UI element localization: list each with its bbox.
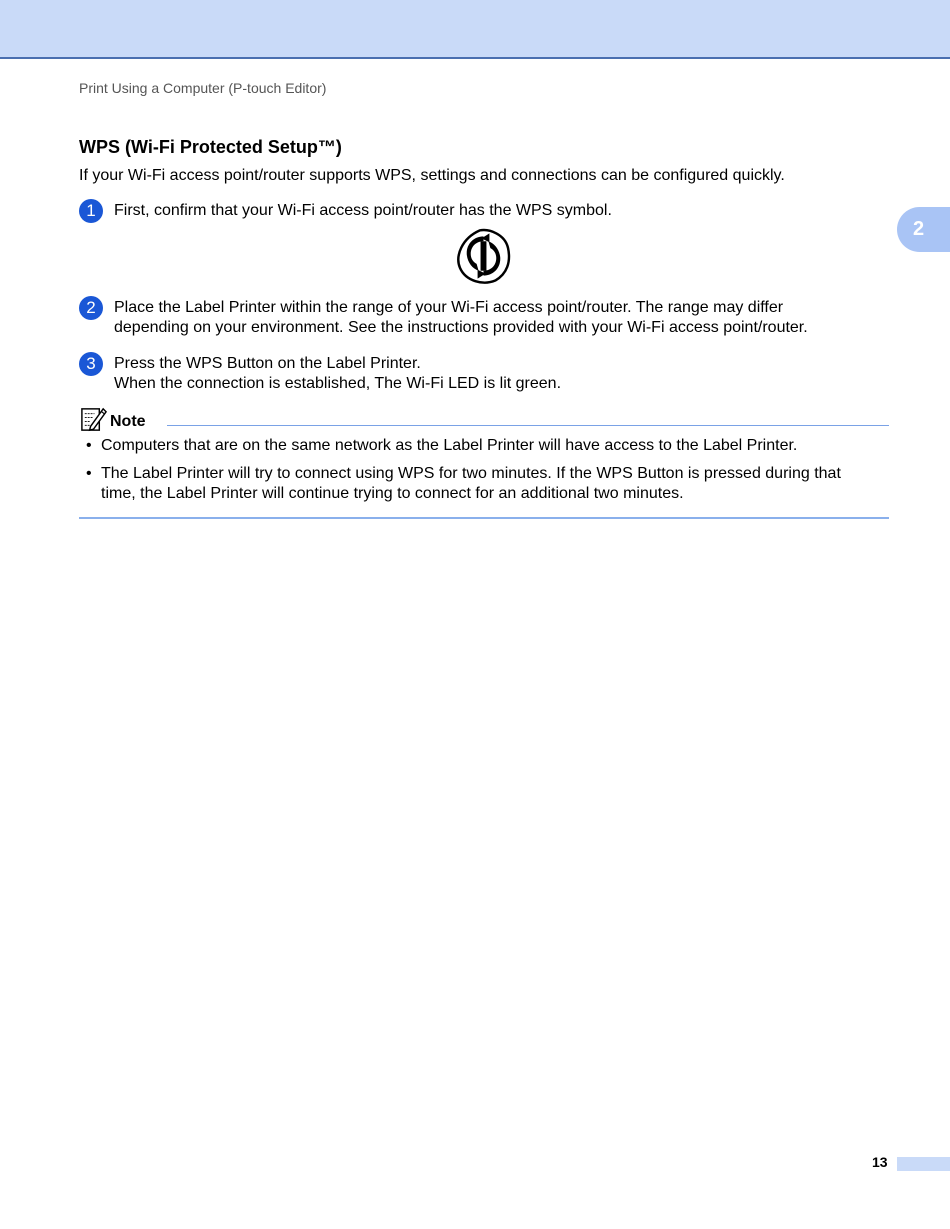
note-divider <box>167 425 889 426</box>
bullet-text <box>101 436 891 456</box>
wps-symbol-icon <box>456 228 511 284</box>
step-number-badge: 2 <box>79 296 103 320</box>
step-line: When the connection is established, The Wi-Fi LED is lit green. <box>114 375 562 392</box>
bullet-dot: • <box>86 437 92 454</box>
step-line: depending on your environment. See the instructions provided with your Wi-Fi access point/router. <box>114 319 808 336</box>
page-number-bar <box>897 1157 950 1171</box>
step-text <box>114 298 874 338</box>
step-line: Place the Label Printer within the range of your Wi-Fi access point/router. The range may differ <box>114 299 784 316</box>
step-line: First, confirm that your Wi-Fi access point/router has the WPS symbol. <box>114 202 612 219</box>
bullet-text <box>101 464 891 504</box>
step-line: Press the WPS Button on the Label Printer. <box>114 355 421 372</box>
chapter-tab: 2 <box>897 207 950 252</box>
bullet-dot: • <box>86 465 92 482</box>
step-text <box>114 201 874 221</box>
note-pencil-icon <box>79 405 108 434</box>
running-header: Print Using a Computer (P-touch Editor) <box>79 80 327 96</box>
step-text <box>114 354 874 394</box>
note-end-divider <box>79 517 889 519</box>
step-number-badge: 1 <box>79 199 103 223</box>
note-header <box>79 405 889 435</box>
step-number-badge: 3 <box>79 352 103 376</box>
bullet-line: The Label Printer will try to connect using WPS for two minutes. If the WPS Button is pressed during that <box>101 465 841 482</box>
bullet-line: Computers that are on the same network as the Label Printer will have access to the Label Printer. <box>101 437 798 454</box>
page-number: 13 <box>872 1154 888 1170</box>
note-label: Note <box>110 413 146 430</box>
section-intro: If your Wi-Fi access point/router supports WPS, settings and connections can be configured quickly. <box>79 167 785 184</box>
bullet-line: time, the Label Printer will continue trying to connect for an additional two minutes. <box>101 485 684 502</box>
header-band <box>0 0 950 59</box>
section-title: WPS (Wi-Fi Protected Setup™) <box>79 137 342 157</box>
